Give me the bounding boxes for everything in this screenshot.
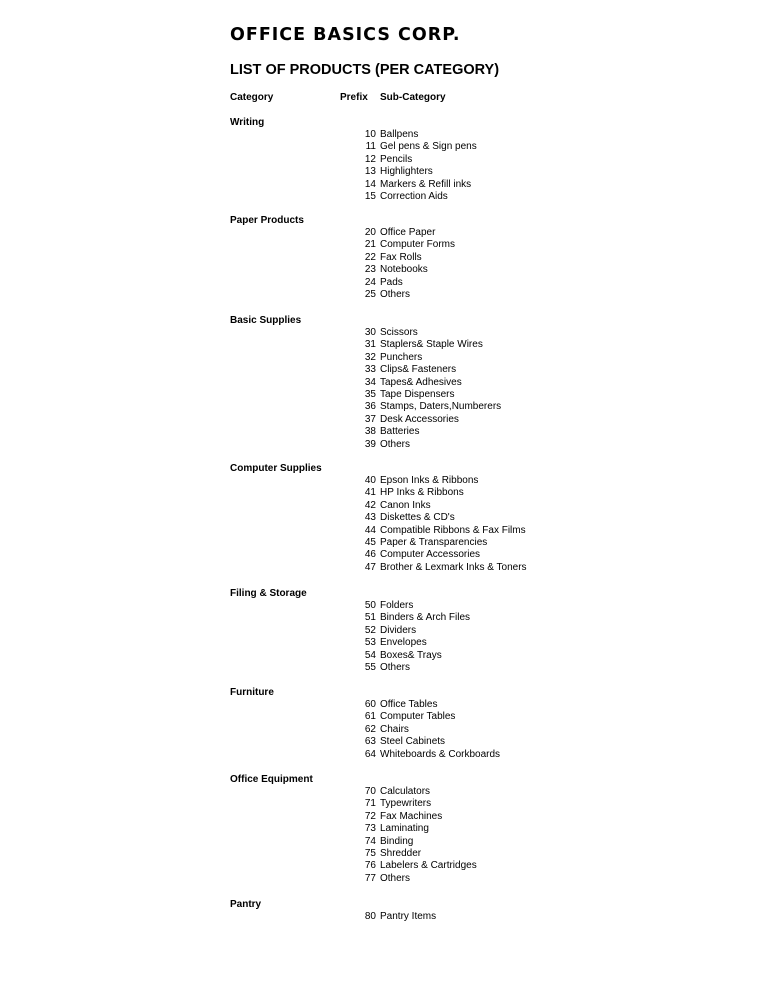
subcategory-label: Chairs bbox=[380, 723, 409, 735]
subcategory-label: Correction Aids bbox=[380, 191, 448, 202]
subcategory-row bbox=[330, 364, 630, 376]
subcategory-label: Tapes& Adhesives bbox=[380, 376, 462, 388]
subcategory-label: Dividers bbox=[380, 624, 417, 636]
subcategory-row bbox=[330, 141, 630, 153]
prefix-code: 55 bbox=[364, 662, 376, 673]
subcategory-row bbox=[330, 352, 630, 364]
subcategory-label: Fax Machines bbox=[380, 810, 443, 822]
subcategory-row bbox=[330, 562, 630, 574]
subcategory-row bbox=[330, 860, 630, 872]
prefix-code: 54 bbox=[364, 649, 376, 661]
subcategory-row bbox=[330, 439, 630, 451]
prefix-code: 53 bbox=[364, 637, 376, 649]
subcategory-label: Highlighters bbox=[380, 166, 433, 178]
subcategory-label: Ballpens bbox=[380, 129, 419, 140]
prefix-code: 47 bbox=[364, 561, 376, 573]
subcategory-row bbox=[330, 836, 630, 848]
prefix-code: 72 bbox=[364, 810, 376, 822]
prefix-code: 36 bbox=[364, 401, 376, 413]
company-name: OFFICE BASICS CORP. bbox=[230, 25, 461, 45]
subcategory-label: Boxes& Trays bbox=[380, 649, 442, 661]
subcategory-row bbox=[330, 277, 630, 289]
prefix-code: 37 bbox=[364, 413, 376, 425]
subcategory-label: Compatible Ribbons & Fax Films bbox=[380, 524, 526, 536]
prefix-code: 46 bbox=[364, 549, 376, 561]
subcategory-row bbox=[330, 414, 630, 426]
prefix-code: 39 bbox=[364, 438, 376, 450]
subcategory-label: Punchers bbox=[380, 351, 423, 363]
prefix-code: 32 bbox=[364, 351, 376, 363]
subcategory-row bbox=[330, 650, 630, 662]
prefix-code: 75 bbox=[364, 848, 376, 859]
subcategory-label: Others bbox=[380, 438, 411, 450]
header-subcategory: Sub-Category bbox=[380, 92, 446, 103]
prefix-code: 50 bbox=[364, 600, 376, 611]
subcategory-label: Clips& Fasteners bbox=[380, 364, 457, 376]
subcategory-row bbox=[330, 873, 630, 885]
subcategory-row bbox=[330, 239, 630, 251]
header-prefix: Prefix bbox=[340, 92, 368, 103]
prefix-code: 80 bbox=[364, 911, 376, 922]
subcategory-row bbox=[330, 525, 630, 537]
subcategory-row bbox=[330, 625, 630, 637]
subcategory-label: Others bbox=[380, 662, 411, 673]
prefix-code: 61 bbox=[364, 711, 376, 723]
header-category: Category bbox=[230, 92, 274, 103]
subcategory-label: Notebooks bbox=[380, 264, 428, 276]
prefix-code: 45 bbox=[364, 537, 376, 548]
subcategory-label: Epson Inks & Ribbons bbox=[380, 475, 479, 486]
category-name: Pantry bbox=[230, 899, 262, 910]
subcategory-label: Batteries bbox=[380, 426, 420, 438]
subcategory-label: Brother & Lexmark Inks & Toners bbox=[380, 561, 527, 573]
prefix-code: 40 bbox=[364, 475, 376, 486]
subcategory-row bbox=[330, 798, 630, 810]
prefix-code: 42 bbox=[364, 499, 376, 511]
subcategory-row bbox=[330, 612, 630, 624]
prefix-code: 74 bbox=[364, 835, 376, 847]
prefix-code: 76 bbox=[364, 860, 376, 872]
category-name: Computer Supplies bbox=[230, 463, 322, 474]
prefix-code: 34 bbox=[364, 376, 376, 388]
prefix-code: 52 bbox=[364, 624, 376, 636]
subcategory-label: Computer Forms bbox=[380, 239, 456, 251]
subcategory-row bbox=[330, 426, 630, 438]
subcategory-label: Gel pens & Sign pens bbox=[380, 141, 477, 153]
subcategory-label: HP Inks & Ribbons bbox=[380, 487, 464, 499]
prefix-code: 25 bbox=[364, 289, 376, 300]
subcategory-label: Others bbox=[380, 289, 411, 300]
subcategory-row bbox=[330, 537, 630, 549]
subcategory-label: Computer Tables bbox=[380, 711, 456, 723]
subcategory-row bbox=[330, 512, 630, 524]
subcategory-label: Steel Cabinets bbox=[380, 736, 446, 748]
prefix-code: 38 bbox=[364, 426, 376, 438]
subcategory-label: Stamps, Daters,Numberers bbox=[380, 401, 502, 413]
subcategory-row bbox=[330, 811, 630, 823]
subcategory-label: Typewriters bbox=[380, 798, 432, 810]
subcategory-row bbox=[330, 724, 630, 736]
subcategory-row bbox=[330, 154, 630, 166]
subcategory-label: Diskettes & CD's bbox=[380, 512, 455, 524]
subcategory-row bbox=[330, 389, 630, 401]
document-title: LIST OF PRODUCTS (PER CATEGORY) bbox=[230, 62, 500, 78]
subcategory-label: Pads bbox=[380, 276, 403, 288]
subcategory-label: Pencils bbox=[380, 153, 413, 165]
subcategory-label: Desk Accessories bbox=[380, 413, 459, 425]
prefix-code: 64 bbox=[364, 748, 376, 760]
subcategory-row bbox=[330, 823, 630, 835]
subcategory-label: Binders & Arch Files bbox=[380, 612, 471, 624]
subcategory-label: Folders bbox=[380, 600, 414, 611]
subcategory-row bbox=[330, 487, 630, 499]
subcategory-row bbox=[330, 166, 630, 178]
subcategory-row bbox=[330, 327, 630, 339]
subcategory-row bbox=[330, 252, 630, 264]
subcategory-label: Tape Dispensers bbox=[380, 389, 455, 400]
subcategory-label: Fax Rolls bbox=[380, 251, 422, 263]
prefix-code: 44 bbox=[364, 524, 376, 536]
prefix-code: 33 bbox=[364, 364, 376, 376]
subcategory-row bbox=[330, 475, 630, 487]
prefix-code: 12 bbox=[364, 153, 376, 165]
subcategory-label: Scissors bbox=[380, 327, 418, 338]
subcategory-row bbox=[330, 179, 630, 191]
subcategory-row bbox=[330, 129, 630, 141]
subcategory-label: Staplers& Staple Wires bbox=[380, 339, 483, 351]
subcategory-row bbox=[330, 736, 630, 748]
subcategory-label: Envelopes bbox=[380, 637, 427, 649]
subcategory-label: Markers & Refill inks bbox=[380, 178, 472, 190]
subcategory-label: Laminating bbox=[380, 823, 429, 835]
subcategory-row bbox=[330, 339, 630, 351]
prefix-code: 20 bbox=[364, 227, 376, 238]
subcategory-row bbox=[330, 637, 630, 649]
prefix-code: 15 bbox=[364, 191, 376, 202]
category-name: Paper Products bbox=[230, 215, 304, 226]
prefix-code: 22 bbox=[364, 251, 376, 263]
subcategory-row bbox=[330, 600, 630, 612]
subcategory-label: Labelers & Cartridges bbox=[380, 860, 477, 872]
prefix-code: 70 bbox=[364, 786, 376, 797]
subcategory-row bbox=[330, 711, 630, 723]
subcategory-row bbox=[330, 191, 630, 203]
prefix-code: 71 bbox=[364, 798, 376, 810]
subcategory-row bbox=[330, 749, 630, 761]
subcategory-row bbox=[330, 377, 630, 389]
category-name: Writing bbox=[230, 117, 265, 128]
prefix-code: 63 bbox=[364, 736, 376, 748]
prefix-code: 51 bbox=[364, 612, 376, 624]
category-name: Filing & Storage bbox=[230, 588, 307, 599]
prefix-code: 41 bbox=[364, 487, 376, 499]
prefix-code: 11 bbox=[365, 141, 376, 153]
prefix-code: 14 bbox=[364, 178, 376, 190]
subcategory-label: Binding bbox=[380, 835, 414, 847]
subcategory-label: Calculators bbox=[380, 786, 431, 797]
subcategory-label: Computer Accessories bbox=[380, 549, 481, 561]
subcategory-label: Office Paper bbox=[380, 227, 436, 238]
prefix-code: 21 bbox=[364, 239, 376, 251]
subcategory-row bbox=[330, 848, 630, 860]
subcategory-label: Office Tables bbox=[380, 699, 438, 710]
subcategory-label: Others bbox=[380, 872, 411, 884]
prefix-code: 73 bbox=[364, 823, 376, 835]
subcategory-row bbox=[330, 911, 630, 923]
category-name: Furniture bbox=[230, 687, 274, 698]
prefix-code: 30 bbox=[364, 327, 376, 338]
subcategory-row bbox=[330, 662, 630, 674]
prefix-code: 10 bbox=[364, 129, 376, 140]
category-name: Basic Supplies bbox=[230, 315, 302, 326]
subcategory-row bbox=[330, 549, 630, 561]
prefix-code: 60 bbox=[364, 699, 376, 710]
prefix-code: 43 bbox=[364, 512, 376, 524]
prefix-code: 77 bbox=[364, 872, 376, 884]
subcategory-row bbox=[330, 264, 630, 276]
subcategory-row bbox=[330, 699, 630, 711]
subcategory-label: Whiteboards & Corkboards bbox=[380, 748, 501, 760]
category-name: Office Equipment bbox=[230, 774, 313, 785]
subcategory-row bbox=[330, 227, 630, 239]
subcategory-label: Pantry Items bbox=[380, 911, 437, 922]
prefix-code: 31 bbox=[364, 339, 376, 351]
subcategory-label: Shredder bbox=[380, 848, 422, 859]
prefix-code: 13 bbox=[364, 166, 376, 178]
subcategory-label: Paper & Transparencies bbox=[380, 537, 488, 548]
prefix-code: 24 bbox=[364, 276, 376, 288]
subcategory-label: Canon Inks bbox=[380, 499, 431, 511]
subcategory-row bbox=[330, 786, 630, 798]
prefix-code: 35 bbox=[364, 389, 376, 400]
subcategory-row bbox=[330, 401, 630, 413]
subcategory-row bbox=[330, 500, 630, 512]
subcategory-row bbox=[330, 289, 630, 301]
prefix-code: 23 bbox=[364, 264, 376, 276]
prefix-code: 62 bbox=[364, 723, 376, 735]
